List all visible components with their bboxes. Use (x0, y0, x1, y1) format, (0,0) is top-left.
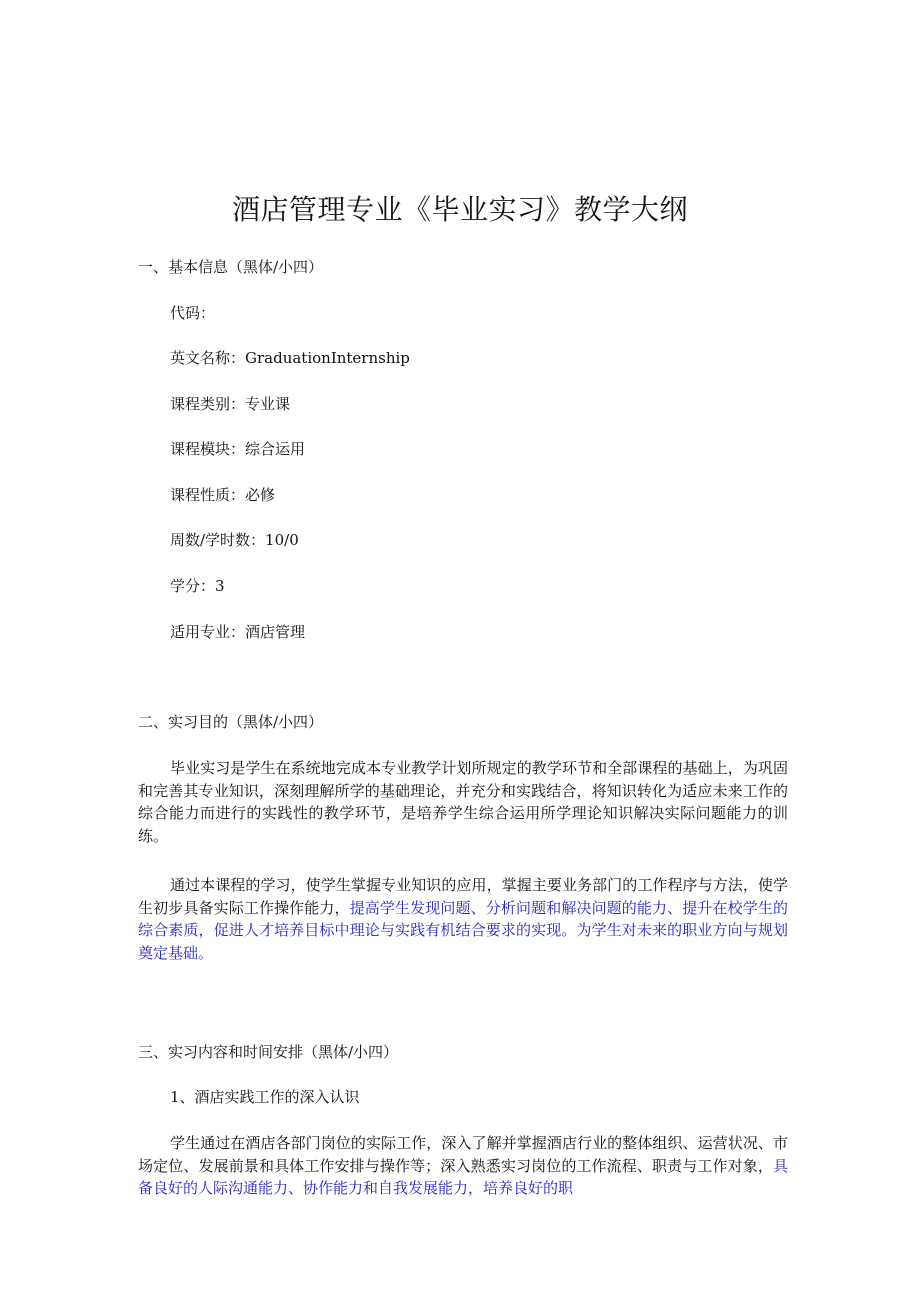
section-heading-content-schedule: 三、实习内容和时间安排（黑体/小四） (138, 1043, 399, 1061)
document-title: 酒店管理专业《毕业实习》教学大纲 (231, 193, 688, 226)
purpose-paragraph-2-text: 通过本课程的学习，使学生掌握专业知识的应用，掌握主要业务部门的工作程序与方法，使学生初步具备实际工作操作能力， (138, 876, 788, 917)
section-heading-basic-info: 一、基本信息（黑体/小四） (138, 258, 324, 276)
purpose-paragraph-1: 毕业实习是学生在系统地完成本专业教学计划所规定的教学环节和全部课程的基础上，为巩固和完善其专业知识，深刻理解所学的基础理论，并充分和实践结合，将知识转化为适应未来工作的综合能力而进行的实践性的教学环节，是培养学生综合运用所学理论知识解决实际问题能力的训练。 (138, 759, 788, 845)
info-credits: 学分：3 (170, 577, 225, 595)
info-course-nature: 课程性质：必修 (170, 486, 276, 504)
content-paragraph-1-highlight: 具备良好的人际沟通能力、协作能力和自我发展能力，培养良好的职 (138, 1156, 788, 1197)
info-weeks-hours: 周数/学时数：10/0 (170, 531, 299, 549)
section-heading-purpose: 二、实习目的（黑体/小四） (138, 713, 324, 731)
content-paragraph-1 (138, 1132, 788, 1200)
info-course-module: 课程模块：综合运用 (170, 440, 306, 458)
purpose-paragraph-2-highlight: 提高学生发现问题、分析问题和解决问题的能力、提升在校学生的综合素质，促进人才培养目标中理论与实践有机结合要求的实现。为学生对未来的职业方向与规划奠定基础。 (138, 898, 788, 962)
info-course-category: 课程类别：专业课 (170, 395, 291, 413)
info-applicable-major: 适用专业：酒店管理 (170, 623, 306, 641)
content-paragraph-1-text: 学生通过在酒店各部门岗位的实际工作，深入了解并掌握酒店行业的整体组织、运营状况、市场定位、发展前景和具体工作安排与操作等；深入熟悉实习岗位的工作流程、职责与工作对象， (138, 1134, 788, 1175)
info-english-name: 英文名称：GraduationInternship (170, 349, 410, 367)
subsection-heading-1: 1、酒店实践工作的深入认识 (170, 1088, 360, 1106)
purpose-paragraph-2 (138, 874, 788, 964)
info-code: 代码： (170, 304, 216, 322)
